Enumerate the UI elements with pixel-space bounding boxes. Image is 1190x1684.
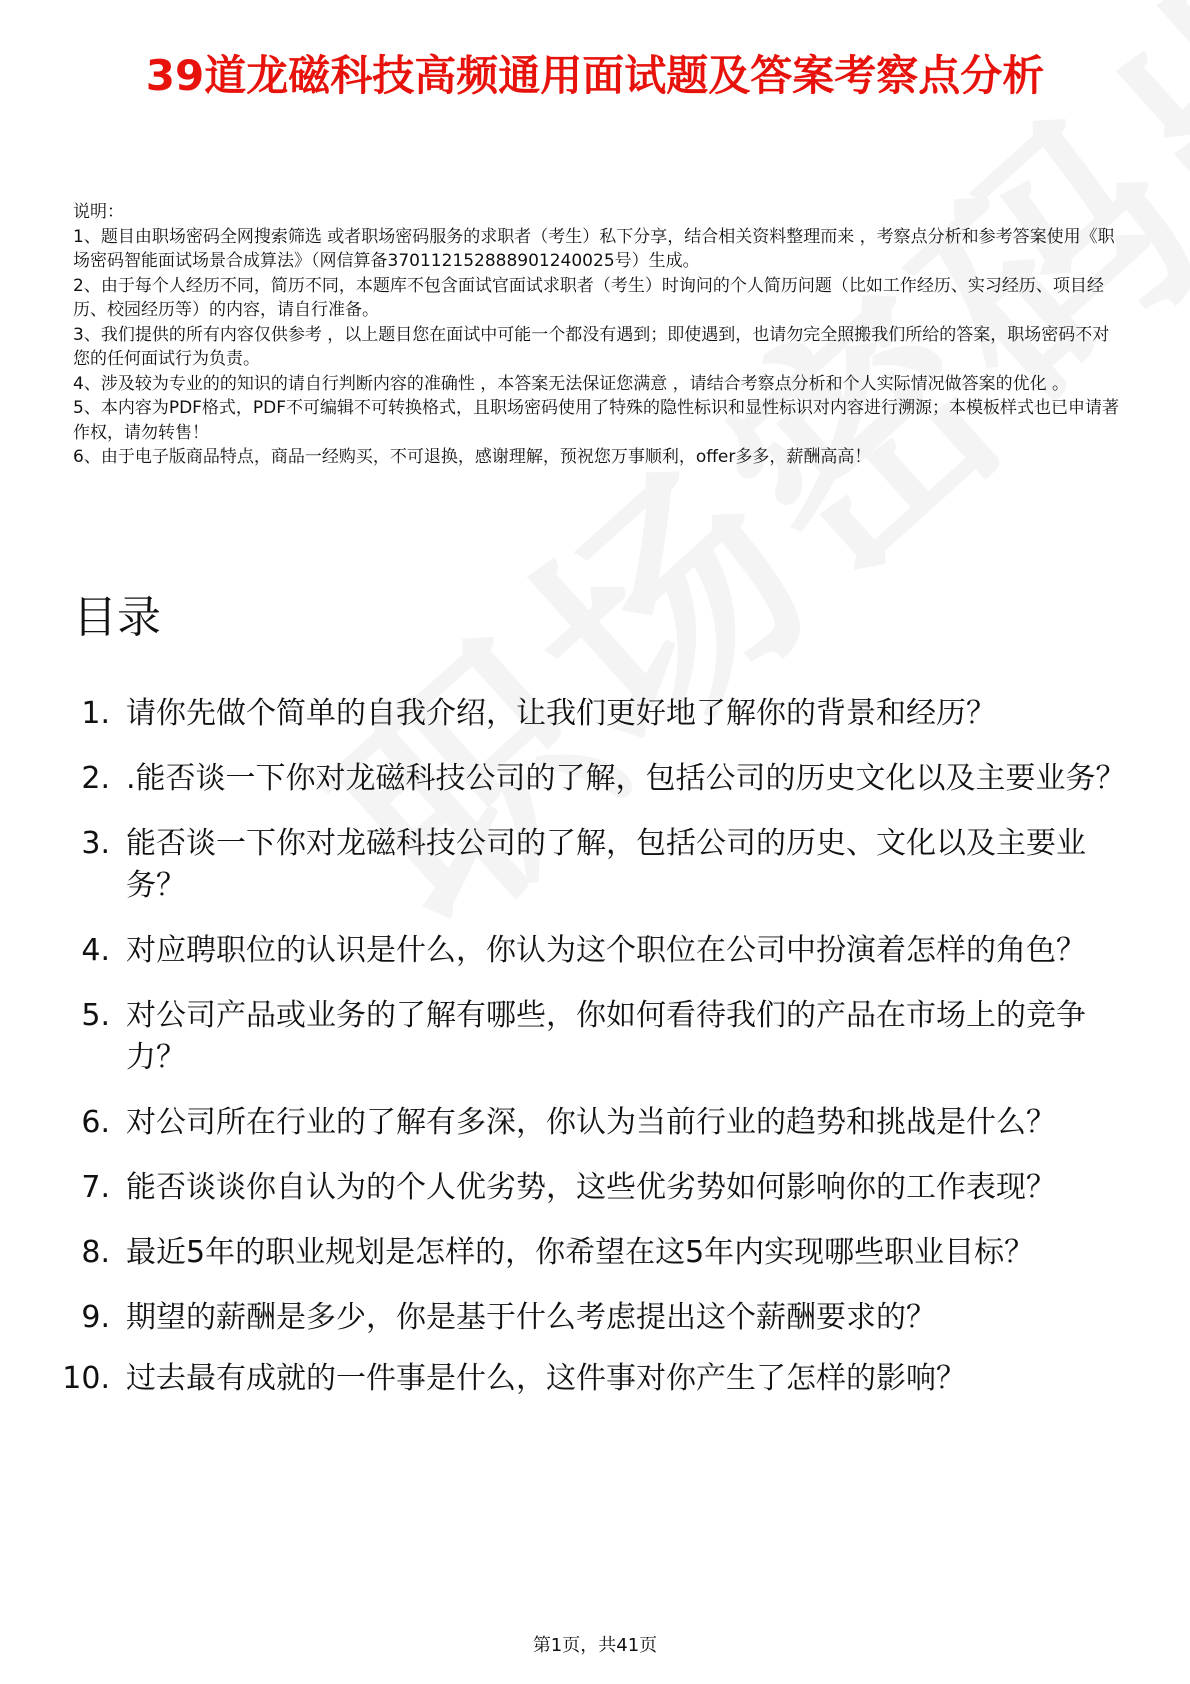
toc-item-text: 对公司产品或业务的了解有哪些，你如何看待我们的产品在市场上的竞争力？ [126,998,1086,1075]
toc-item-number: 1. [81,696,110,731]
toc-item[interactable] [60,693,1140,735]
note-item: 3、我们提供的所有内容仅供参考 ，以上题目您在面试中可能一个都没有遇到；即使遇到，也请勿完全照搬我们所给的答案，职场密码不对您的任何面试行为负责。 [73,324,1110,369]
toc-item-text: 最近5年的职业规划是怎样的，你希望在这5年内实现哪些职业目标？ [126,1235,1035,1270]
toc-item[interactable] [60,1167,1140,1209]
note-item: 6、由于电子版商品特点，商品一经购买，不可退换，感谢理解，预祝您万事顺利，offer多多，薪酬高高！ [73,447,872,467]
toc-item[interactable] [60,995,1140,1079]
note-item: 5、本内容为PDF格式，PDF不可编辑不可转换格式，且职场密码使用了特殊的隐性标识和显性标识对内容进行溯源；本模板样式也已申请著作权，请勿转售！ [73,398,1120,443]
toc-item-text: 对应聘职位的认识是什么，你认为这个职位在公司中扮演着怎样的角色？ [126,933,1086,968]
toc-item-number: 6. [81,1105,110,1140]
toc-item-number: 2. [81,761,110,796]
document-title: 39道龙磁科技高频通用面试题及答案考察点分析 [145,51,1045,100]
toc-list [60,693,1140,1419]
notes-heading: 说明： [73,202,124,222]
toc-item[interactable] [60,1102,1140,1144]
note-item: 2、由于每个人经历不同，简历不同，本题库不包含面试官面试求职者（考生）时询问的个人简历问题（比如工作经历、实习经历、项目经历、校园经历等）的内容，请自行准备。 [73,275,1104,320]
note-item: 4、涉及较为专业的的知识的请自行判断内容的准确性 ，本答案无法保证您满意 ，请结合考察点分析和个人实际情况做答案的优化 。 [73,373,1070,394]
toc-item[interactable] [60,1297,1140,1339]
toc-item-number: 8. [81,1235,110,1270]
toc-item-text: 期望的薪酬是多少，你是基于什么考虑提出这个薪酬要求的？ [126,1300,936,1335]
toc-item[interactable] [60,930,1140,972]
toc-item-number: 4. [81,933,110,968]
toc-item-text: 能否谈一下你对龙磁科技公司的了解，包括公司的历史、文化以及主要业务？ [126,826,1086,903]
notes-section [73,200,1123,470]
toc-item[interactable] [60,758,1140,800]
toc-item-text: 对公司所在行业的了解有多深，你认为当前行业的趋势和挑战是什么？ [126,1105,1056,1140]
toc-item-number: 9. [81,1300,110,1335]
toc-item[interactable] [60,1358,1140,1400]
toc-item-number: 7. [81,1170,110,1205]
note-item: 1、题目由职场密码全网搜索筛选 或者职场密码服务的求职者（考生）私下分享，结合相关资料整理而来 ，考察点分析和参考答案使用《职场密码智能面试场景合成算法》（网信算备370112152888901240025号）生成。 [73,226,1115,271]
toc-item[interactable] [60,1232,1140,1274]
page-footer: 第1页，共41页 [532,1635,658,1656]
toc-item-text: 请你先做个简单的自我介绍，让我们更好地了解你的背景和经历？ [126,696,996,731]
toc-item-text: 过去最有成就的一件事是什么，这件事对你产生了怎样的影响？ [126,1361,966,1396]
toc-item-text: 能否谈谈你自认为的个人优劣势，这些优劣势如何影响你的工作表现？ [126,1170,1056,1205]
toc-item-text: .能否谈一下你对龙磁科技公司的了解，包括公司的历史文化以及主要业务？ [126,761,1126,796]
toc-item-number: 5. [81,998,110,1033]
toc-item-number: 10. [62,1361,110,1396]
toc-item[interactable] [60,823,1140,907]
toc-item-number: 3. [81,826,110,861]
toc-heading: 目录 [73,592,161,643]
